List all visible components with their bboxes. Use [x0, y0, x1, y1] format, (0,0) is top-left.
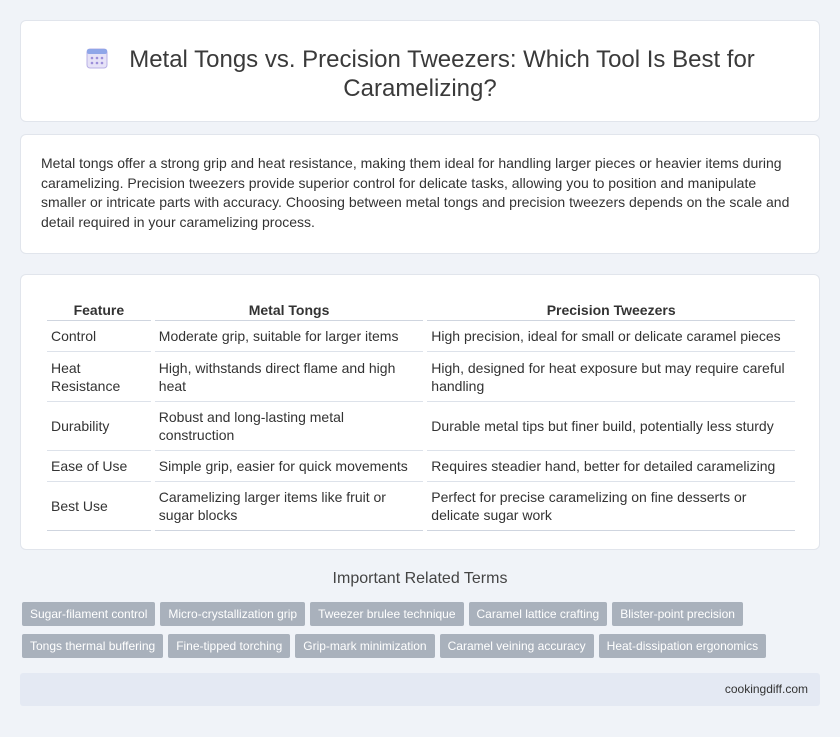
table-row [47, 482, 795, 531]
related-term-tag[interactable]: Sugar-filament control [22, 602, 155, 626]
related-term-tag[interactable]: Heat-dissipation ergonomics [599, 634, 766, 658]
tongs-cell: High, withstands direct flame and high heat [155, 352, 424, 402]
related-term-tag[interactable]: Micro-crystallization grip [160, 602, 305, 626]
related-term-tag[interactable]: Blister-point precision [612, 602, 743, 626]
header-feature: Feature [47, 295, 151, 321]
table-row [47, 451, 795, 482]
title-wrap [21, 45, 819, 103]
footer-site-link[interactable]: cookingdiff.com [724, 682, 808, 696]
table-row [47, 321, 795, 352]
intro-paragraph: Metal tongs offer a strong grip and heat resistance, making them ideal for handling larger pieces or heavier items during caramelizing. Precision tweezers provide superior control for delicate tasks, allowing you to position and manipulate smaller or intricate parts with accuracy. Choosing between metal tongs and precision tweezers depends on the scale and detail required in your caramelizing process. [41, 155, 790, 230]
table-header-row [47, 295, 795, 321]
related-term-tag[interactable]: Tongs thermal buffering [22, 634, 163, 658]
feature-cell: Durability [47, 402, 151, 451]
related-term-tag[interactable]: Tweezer brulee technique [310, 602, 463, 626]
related-term-tag[interactable]: Caramel veining accuracy [440, 634, 594, 658]
tongs-cell: Simple grip, easier for quick movements [155, 451, 424, 482]
tweezers-cell: High, designed for heat exposure but may require careful handling [427, 352, 795, 402]
tweezers-cell: Requires steadier hand, better for detailed caramelizing [427, 451, 795, 482]
footer [20, 673, 820, 706]
calendar-icon [85, 46, 109, 70]
table-row [47, 402, 795, 451]
tongs-cell: Caramelizing larger items like fruit or sugar blocks [155, 482, 424, 531]
feature-cell: Best Use [47, 482, 151, 531]
tongs-cell: Robust and long-lasting metal construction [155, 402, 424, 451]
comparison-card [20, 274, 820, 550]
comparison-table [43, 295, 799, 531]
tongs-cell: Moderate grip, suitable for larger items [155, 321, 424, 352]
page-title [21, 45, 819, 103]
table-row [47, 352, 795, 402]
feature-cell: Ease of Use [47, 451, 151, 482]
tweezers-cell: Perfect for precise caramelizing on fine desserts or delicate sugar work [427, 482, 795, 531]
tweezers-cell: High precision, ideal for small or delicate caramel pieces [427, 321, 795, 352]
feature-cell: Heat Resistance [47, 352, 151, 402]
header-metal-tongs: Metal Tongs [155, 295, 424, 321]
feature-cell: Control [47, 321, 151, 352]
related-term-tag[interactable]: Grip-mark minimization [295, 634, 434, 658]
related-term-tag[interactable]: Caramel lattice crafting [469, 602, 608, 626]
title-card [20, 20, 820, 122]
tweezers-cell: Durable metal tips but finer build, potentially less sturdy [427, 402, 795, 451]
related-term-tag[interactable]: Fine-tipped torching [168, 634, 290, 658]
header-precision-tweezers: Precision Tweezers [427, 295, 795, 321]
page-title-text: Metal Tongs vs. Precision Tweezers: Which Tool Is Best for Caramelizing? [129, 46, 755, 102]
related-terms-list [22, 602, 802, 666]
intro-card [20, 134, 820, 254]
related-terms-heading: Important Related Terms [332, 570, 508, 587]
